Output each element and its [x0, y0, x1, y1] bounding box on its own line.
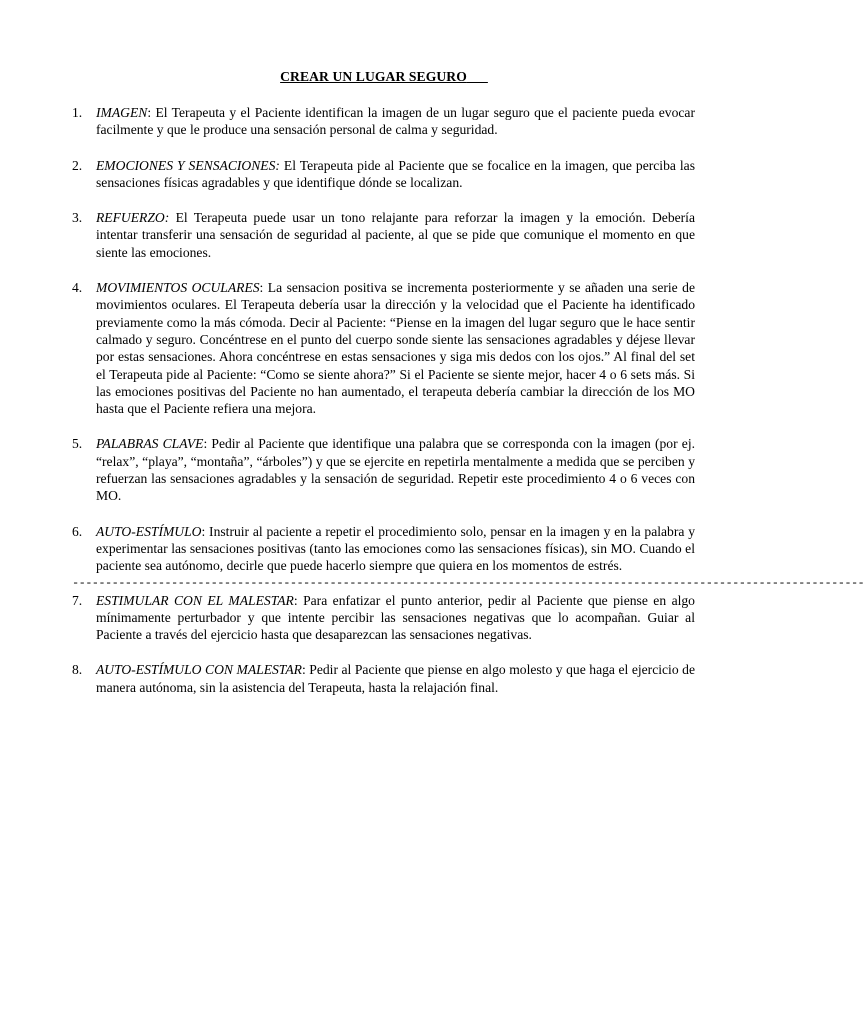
- item-number: 8.: [72, 662, 83, 678]
- list-item: [72, 661, 695, 696]
- item-number: 2.: [72, 157, 83, 173]
- item-text: El Terapeuta pide al Paciente que se focalice en la imagen, que perciba las sensaciones físicas agradables y que identifique dónde se localizan.: [96, 157, 695, 190]
- item-body: [96, 279, 695, 417]
- item-text: : La sensacion positiva se incrementa posteriormente y se añaden una serie de movimientos oculares. El Terapeuta debería usar la dirección y la velocidad que el Paciente ha identificado previamente como la más cómoda. Decir al Paciente: “Piense en la imagen del lugar seguro que le hace sentir calmado y seguro. Concéntrese en el punto del cuerpo sonde siente las sensaciones agradables y déjese llevar por estas sensaciones. Ahora concéntrese en estas sensaciones y siga mis dedos con los ojos.” Al final del set el Terapeuta pide al Paciente: “Como se siente ahora?” Si el Paciente se siente mejor, hacer 4 o 6 sets más. Si las emociones positivas del Paciente no han aumentado, el terapeuta debería cambiar la dirección de los MO hasta que el Paciente refiera una mejora.: [96, 280, 695, 417]
- item-term: EMOCIONES Y SENSACIONES:: [96, 157, 280, 173]
- item-number: 6.: [72, 523, 83, 539]
- list-item: [72, 435, 695, 504]
- list-item: [72, 592, 695, 644]
- steps-list: [72, 104, 864, 696]
- item-text: : Para enfatizar el punto anterior, pedir al Paciente que piense en algo mínimamente perturbador y que intente percibir las sensaciones negativas que lo acompañan. Guiar al Paciente a través del ejercicio hasta que desaparezcan las sensaciones negativas.: [96, 592, 695, 643]
- section-separator: ------------------------------------------------------------------------------------------------------------------------: [72, 575, 864, 590]
- item-term: AUTO-ESTÍMULO CON MALESTAR: [96, 662, 302, 678]
- item-body: [96, 661, 695, 696]
- item-number: 7.: [72, 592, 83, 608]
- list-item: [72, 209, 695, 261]
- item-number: 5.: [72, 436, 83, 452]
- item-number: 1.: [72, 105, 83, 120]
- list-item: [72, 157, 695, 192]
- item-number: 4.: [72, 280, 83, 296]
- document-title: [0, 68, 768, 85]
- item-number: 3.: [72, 210, 83, 226]
- item-text: : Pedir al Paciente que piense en algo molesto y que haga el ejercicio de manera autónoma, sin la asistencia del Terapeuta, hasta la relajación final.: [96, 662, 695, 695]
- item-term: ESTIMULAR CON EL MALESTAR: [96, 592, 294, 608]
- item-text: : Instruir al paciente a repetir el procedimiento solo, pensar en la imagen y en la palabra y experimentar las sensaciones positivas (tanto las emociones como las sensaciones físicas), sin MO. Cuando el paciente sea autónomo, decirle que puede hacerlo siempre que quiera en los momentos de estrés.: [96, 523, 695, 574]
- item-body: [96, 592, 695, 644]
- list-item: [72, 104, 695, 139]
- item-body: [96, 157, 695, 192]
- item-term: AUTO-ESTÍMULO: [96, 523, 202, 539]
- item-term: PALABRAS CLAVE: [96, 436, 204, 452]
- list-item: [72, 279, 695, 417]
- item-term: MOVIMIENTOS OCULARES: [96, 280, 260, 296]
- document-title-text: CREAR UN LUGAR SEGURO: [280, 69, 467, 84]
- item-body: [96, 523, 695, 575]
- item-term: IMAGEN: [96, 105, 148, 120]
- item-body: [96, 104, 695, 139]
- item-body: [96, 435, 695, 504]
- item-term: REFUERZO:: [96, 210, 170, 226]
- item-text: : El Terapeuta y el Paciente identifican la imagen de un lugar seguro que el paciente pueda evocar facilmente y que le produce una sensación personal de calma y seguridad.: [96, 105, 695, 138]
- list-item: [72, 523, 695, 575]
- item-text: El Terapeuta puede usar un tono relajante para reforzar la imagen y la emoción. Debería intentar transferir una sensación de seguridad al paciente, al que se pide que comunique el momento en que siente las emociones.: [96, 210, 695, 260]
- title-underline-trail: [467, 69, 488, 84]
- item-body: [96, 209, 695, 261]
- item-text: : Pedir al Paciente que identifique una palabra que se corresponda con la imagen (por ej. “relax”, “playa”, “montaña”, “árboles”) y que se ejercite en repetirla mentalmente a medida que se perciben y refuerzan las sensaciones agradables y la sensación de seguridad. Repetir este procedimiento 4 o 6 veces con MO.: [96, 436, 695, 504]
